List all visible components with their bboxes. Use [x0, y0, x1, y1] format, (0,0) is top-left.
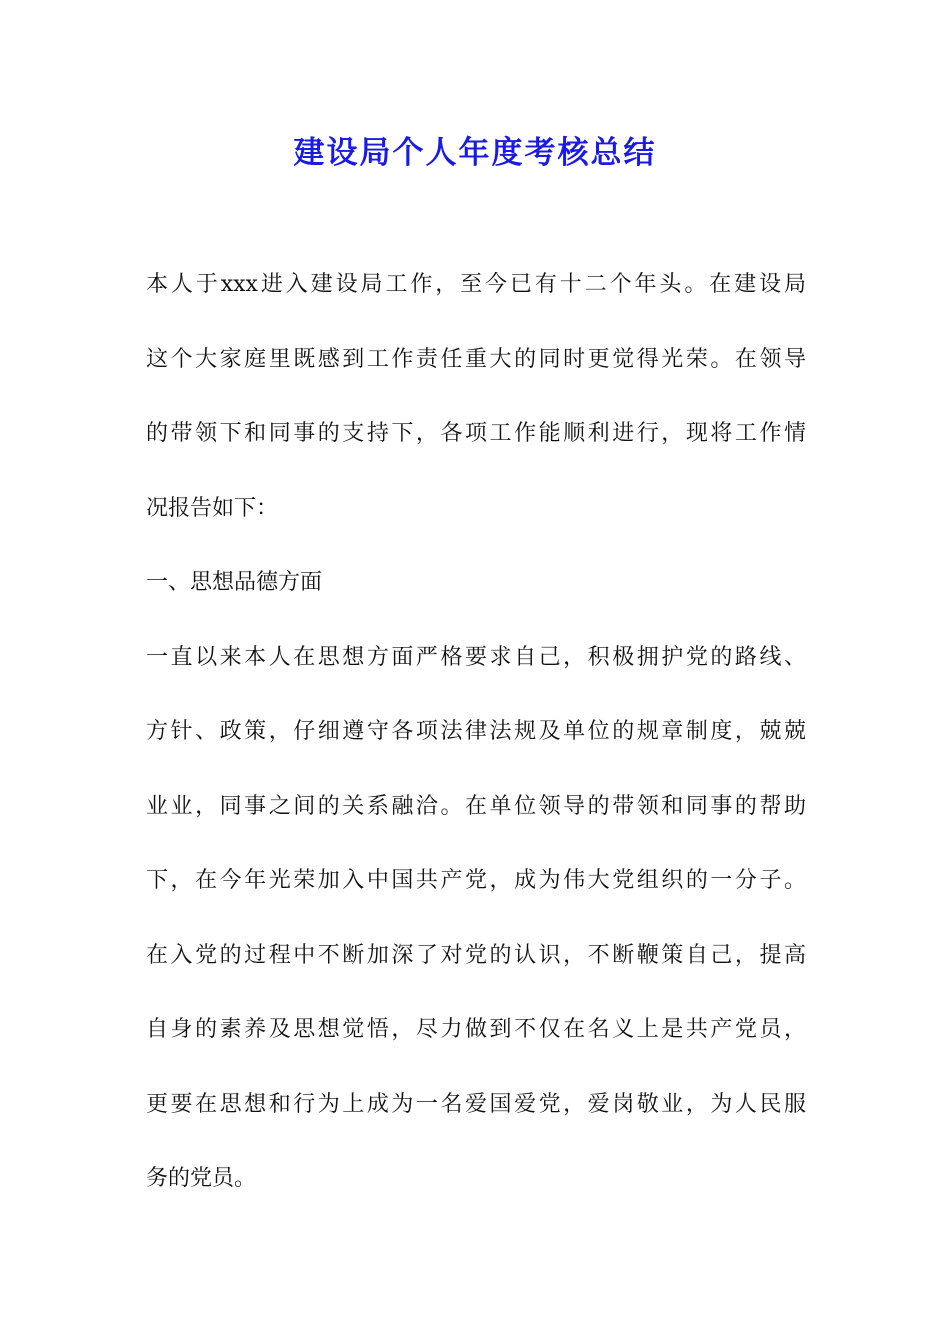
paragraph-line: 况报告如下： — [146, 496, 279, 521]
section-heading: 一、思想品德方面 — [146, 570, 323, 595]
document-title: 建设局个人年度考核总结 — [293, 135, 657, 171]
paragraph-line: 一直以来本人在思想方面严格要求自己，积极拥护党的路线、 — [146, 645, 806, 670]
paragraph-line: 下，在今年光荣加入中国共产党，成为伟大党组织的一分子。 — [146, 868, 806, 893]
paragraph-line: 自身的素养及思想觉悟，尽力做到不仅在名义上是共产党员， — [146, 1017, 806, 1042]
paragraph-line: 更要在思想和行为上成为一名爱国爱党，爱岗敬业，为人民服 — [146, 1092, 806, 1117]
paragraph-line: 业业，同事之间的关系融洽。在单位领导的带领和同事的帮助 — [146, 794, 806, 819]
paragraph-line: 方针、政策，仔细遵守各项法律法规及单位的规章制度，兢兢 — [146, 719, 806, 744]
paragraph-line: 的带领下和同事的支持下，各项工作能顺利进行，现将工作情 — [146, 421, 806, 446]
paragraph-line: 本人于xxx进入建设局工作，至今已有十二个年头。在建设局 — [146, 272, 806, 297]
paragraph-line: 务的党员。 — [146, 1166, 257, 1191]
paragraph-line: 在入党的过程中不断加深了对党的认识，不断鞭策自己，提高 — [146, 943, 806, 968]
paragraph-line: 这个大家庭里既感到工作责任重大的同时更觉得光荣。在领导 — [146, 347, 806, 372]
